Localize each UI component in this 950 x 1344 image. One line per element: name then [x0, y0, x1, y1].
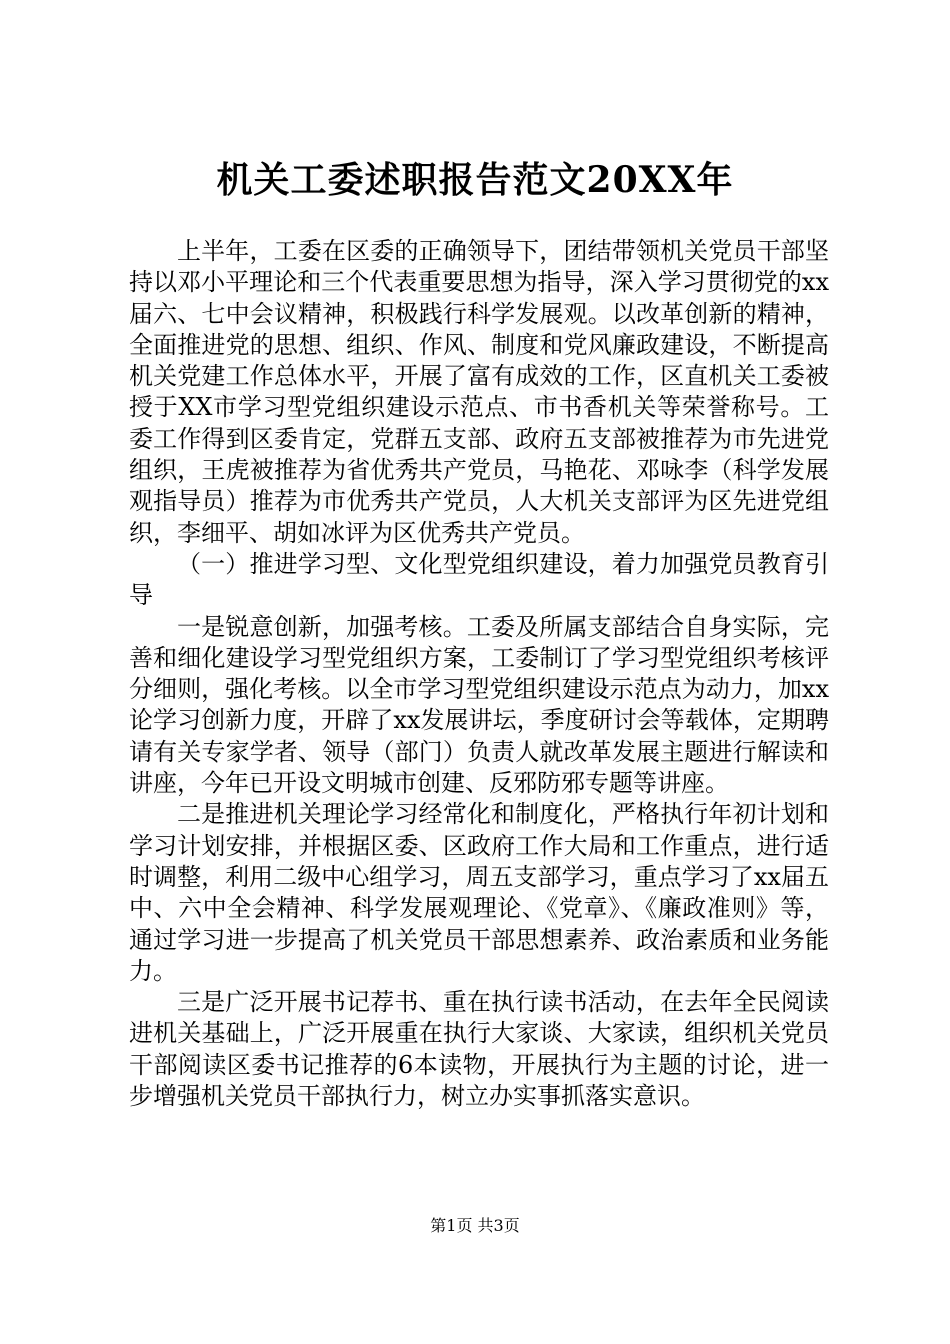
paragraph-item-1: 一是锐意创新，加强考核。工委及所属支部结合自身实际，完善和细化建设学习型党组织方案，工委制订了学习型党组织考核评分细则，强化考核。以全市学习型党组织建设示范点为动力，加xx论学习创新力度，开辟了xx发展讲坛，季度研讨会等载体，定期聘请有关专家学者、领导（部门）负责人就改革发展主题进行解读和讲座，今年已开设文明城市创建、反邪防邪专题等讲座。 — [129, 612, 829, 798]
paragraph-item-2: 二是推进机关理论学习经常化和制度化，严格执行年初计划和学习计划安排，并根据区委、区政府工作大局和工作重点，进行适时调整，利用二级中心组学习，周五支部学习，重点学习了xx届五中、六中全会精神、科学发展观理论、《党章》、《廉政准则》等，通过学习进一步提高了机关党员干部思想素养、政治素质和业务能力。 — [129, 800, 829, 985]
section-heading: （一）推进学习型、文化型党组织建设，着力加强党员教育引导 — [129, 549, 829, 610]
document-title: 机关工委述职报告范文20XX年 — [216, 159, 734, 201]
document-body — [129, 236, 829, 1112]
paragraph-intro: 上半年，工委在区委的正确领导下，团结带领机关党员干部坚持以邓小平理论和三个代表重要思想为指导，深入学习贯彻党的xx届六、七中会议精神，积极践行科学发展观。以改革创新的精神，全面推进党的思想、组织、作风、制度和党风廉政建设，不断提高机关党建工作总体水平，开展了富有成效的工作，区直机关工委被授于XX市学习型党组织建设示范点、市书香机关等荣誉称号。工委工作得到区委肯定，党群五支部、政府五支部被推荐为市先进党组织，王虎被推荐为省优秀共产党员，马艳花、邓咏李（科学发展观指导员）推荐为市优秀共产党员，人大机关支部评为区先进党组织，李细平、胡如冰评为区优秀共产党员。 — [129, 237, 829, 547]
paragraph-item-3: 三是广泛开展书记荐书、重在执行读书活动，在去年全民阅读进机关基础上，广泛开展重在执行大家谈、大家读，组织机关党员干部阅读区委书记推荐的6本读物，开展执行为主题的讨论，进一步增强机关党员干部执行力，树立办实事抓落实意识。 — [129, 988, 829, 1111]
page-number-footer: 第1页 共3页 — [430, 1216, 520, 1235]
